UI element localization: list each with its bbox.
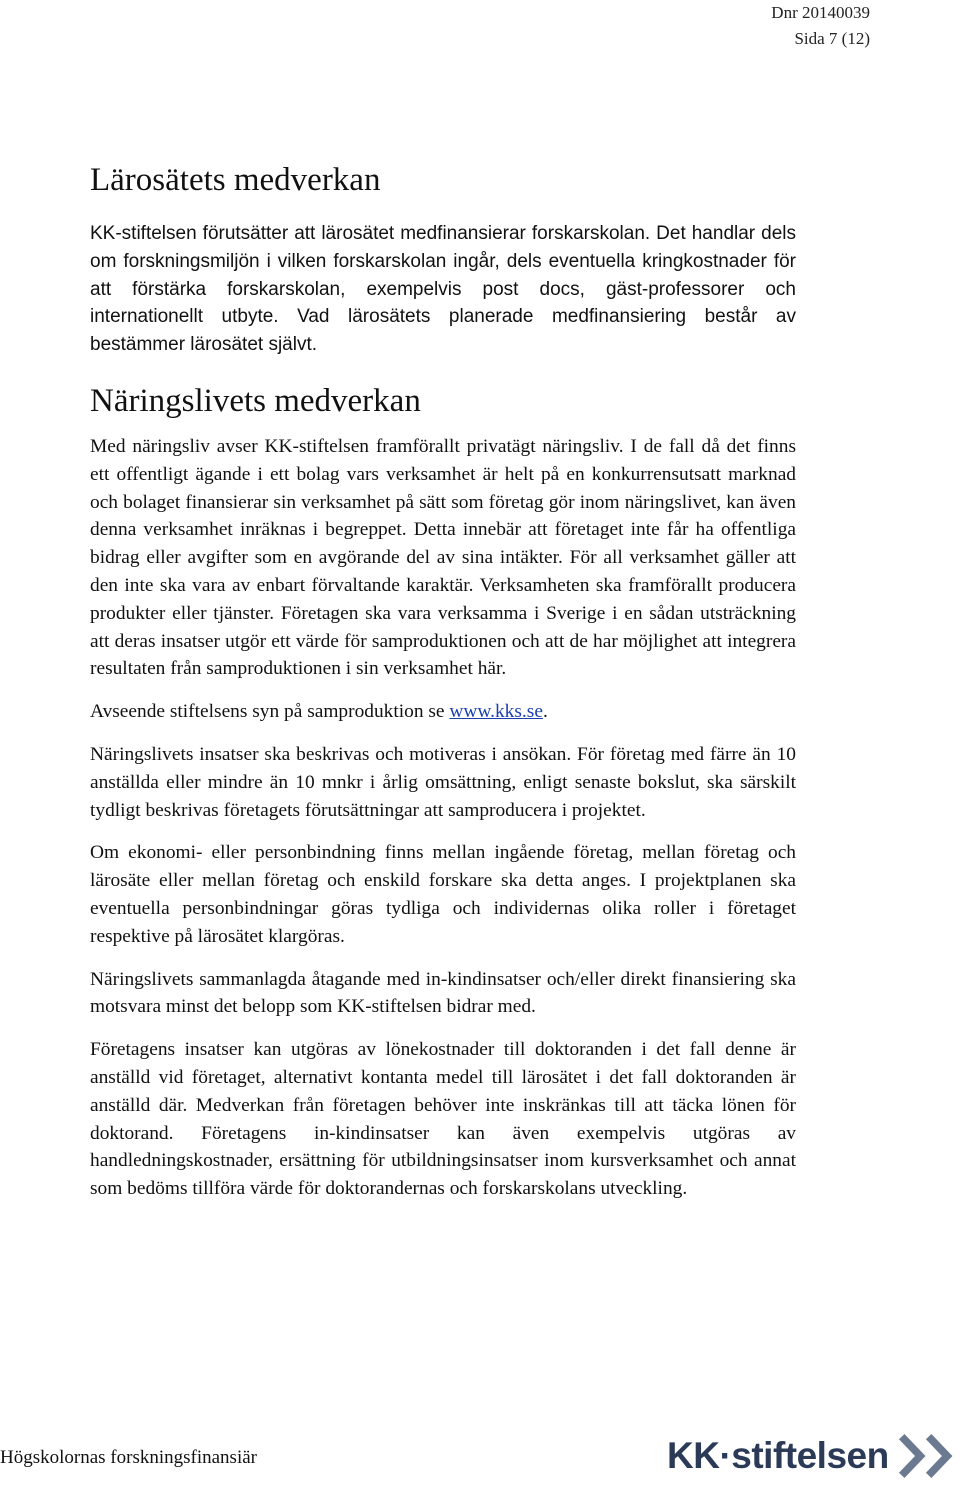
section-heading-larosatets: Lärosätets medverkan — [90, 162, 381, 198]
section-heading-naringslivets: Näringslivets medverkan — [90, 382, 421, 419]
paragraph-larosatets: KK-stiftelsen förutsätter att lärosätet medfinansierar forskarskolan. Det handlar dels om forskningsmiljön i vilken forskarskolan ingår, dels eventuella kringkostnader för att förstärka forskarskolan, exempelvis post docs, gäst-professorer och internationellt utbyte. Vad lärosätets planerade medfinansiering består av bestämmer lärosätet självt. — [90, 223, 796, 356]
kk-stiftelsen-logo — [667, 1428, 957, 1484]
paragraph-naringsliv-definition: Med näringsliv avser KK-stiftelsen framförallt privatägt näringsliv. I de fall då det finns ett offentligt ägande i ett bolag vars verksamhet är helt på en konkurrensutsatt marknad och bolaget finansierar sin verksamhet på sätt som företag gör inom näringslivet, kan även denna verksamhet inräknas i begreppet. Detta innebär att företaget inte får ha offentliga bidrag eller avgifter som en avgörande del av sina intäkter. För all verksamhet gäller att den inte ska vara av enbart förvaltande karaktär. Verksamheten ska framförallt producera produkter eller tjänster. Företagen ska vara verksamma i Sverige i en sådan utsträckning att deras insatser utgör ett värde för samproduktionen och att de har möjlighet att integrera resultaten från samproduktionen i sin verksamhet här. — [90, 435, 796, 680]
paragraph-atagande: Näringslivets sammanlagda åtagande med in-kindinsatser och/eller direkt finansiering ska motsvara minst det belopp som KK-stiftelsen bidrar med. — [90, 968, 796, 1018]
link-para-end: . — [542, 701, 548, 723]
page-number: Sida 7 (12) — [794, 29, 870, 48]
paragraph-personbindning: Om ekonomi- eller personbindning finns mellan ingående företag, mellan företag och lärosäte eller mellan företag och enskild forskare ska detta anges. I projektplanen ska eventuella personbindningar göras tydliga och individernas olika roller i företaget respektive på lärosätet klargöras. — [90, 842, 796, 947]
paragraph-samproduktion-link — [90, 698, 796, 726]
document-body — [90, 158, 796, 1218]
footer-tagline: Högskolornas forskningsfinansiär — [0, 1447, 257, 1468]
logo-wordmark: KK·stiftelsen — [667, 1435, 889, 1476]
link-para-text: Avseende stiftelsens syn på samproduktion se — [90, 701, 450, 723]
kks-link[interactable]: www.kks.se — [449, 701, 543, 723]
paragraph-insatser: Näringslivets insatser ska beskrivas och motiveras i ansökan. För företag med färre än 10 anställda eller mindre än 10 mnkr i årlig omsättning, enligt senaste bokslut, ska särskilt tydligt beskrivas företagets förutsättningar att samproducera i projektet. — [90, 743, 796, 821]
paragraph-foretagens-insatser: Företagens insatser kan utgöras av lönekostnader till doktoranden i det fall denne är anställd vid företaget, alternativt kontanta medel till lärosätet i det fall doktoranden är anställd där. Medverkan från företagen behöver inte inskränkas till att täcka lönen för doktorand. Företagens in-kindinsatser kan även exempelvis utgöras av handledningskostnader, ersättning för utbildningsinsatser inom kursverksamhet och annat som bedöms tillföra värde för doktorandernas och forskarskolans utveckling. — [90, 1039, 796, 1200]
double-chevron-icon — [895, 1429, 957, 1483]
document-number: Dnr 20140039 — [771, 3, 870, 22]
page-header — [771, 0, 870, 52]
